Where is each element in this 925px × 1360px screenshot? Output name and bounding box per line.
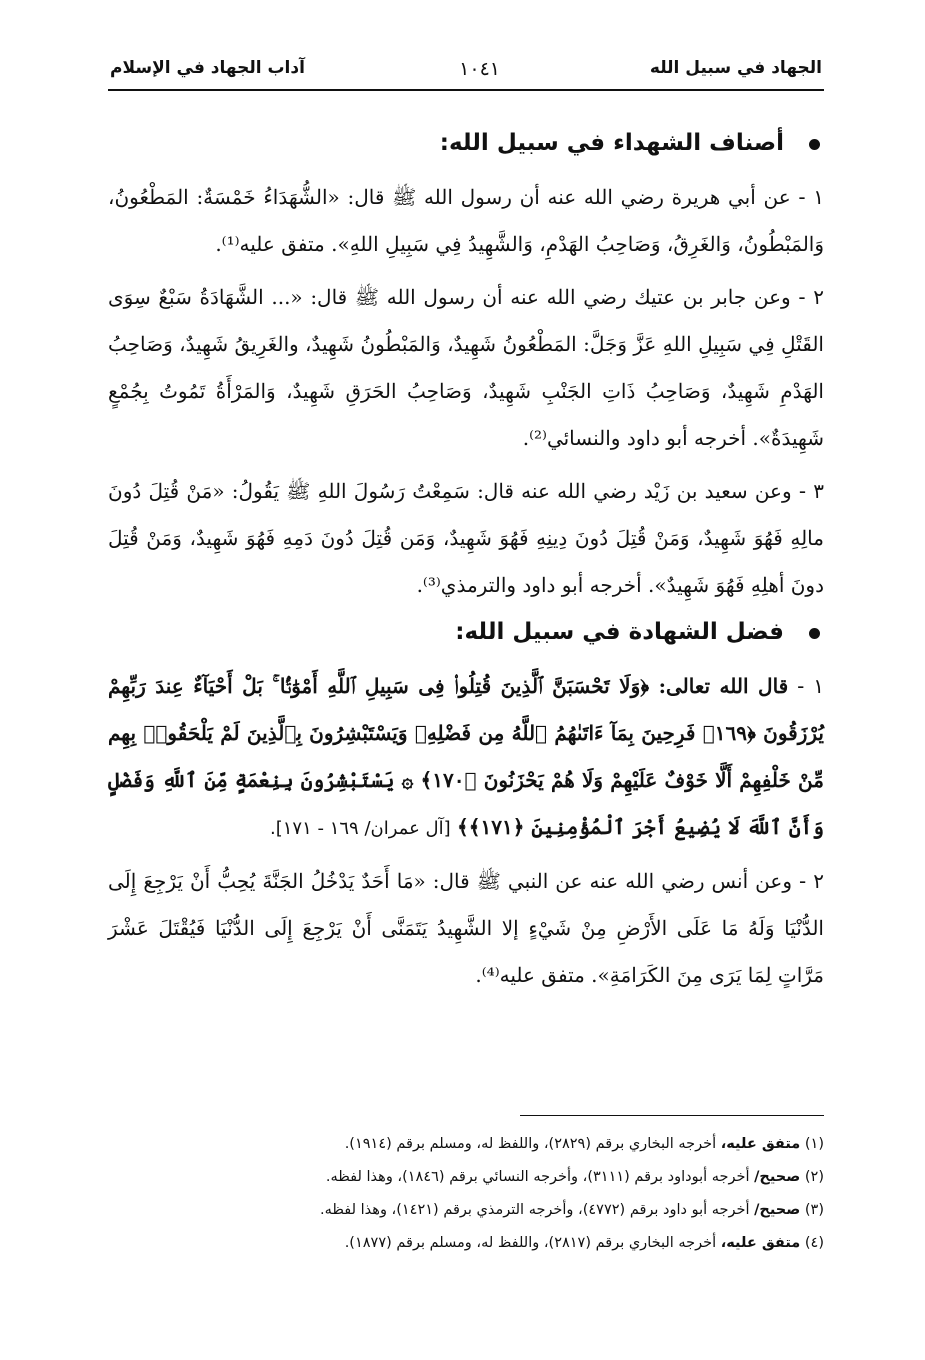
footnote-grade: متفق عليه، [720, 1235, 801, 1251]
footnote-number: (٢) [804, 1169, 824, 1185]
section-title: أصناف الشهداء في سبيل الله: [439, 130, 784, 156]
item-number: ١ - [797, 674, 825, 698]
item-number: ١ - [798, 185, 825, 209]
footnotes [108, 1128, 824, 1260]
hadith-item [108, 858, 824, 999]
footnote-separator [520, 1115, 824, 1116]
footnote [108, 1128, 824, 1161]
footnote-text: أخرجه البخاري برقم (٢٨١٧)، واللفظ له، ومسلم برقم (١٨٧٧). [344, 1235, 717, 1251]
footnote-text: أخرجه البخاري برقم (٢٨٢٩)، واللفظ له، ومسلم برقم (١٩١٤). [344, 1136, 717, 1152]
hadith-text: وعن سعيد بن زَيْد رضي الله عنه قال: سَمِعْتُ رَسُولَ اللهِ ﷺ يَقُولُ: «مَنْ قُتِلَ دُونَ مالِهِ فَهُوَ شَهِيدٌ، وَمَنْ قُتِلَ دُونَ دِينِهِ فَهُوَ شَهِيدٌ، وَمَن قُتِلَ دُونَ دَمِهِ فَهُوَ شَهِيدٌ، وَمَنْ قُتِلَ دونَ أهلِهِ فَهُوَ شَهِيدٌ». أخرجه أبو داود والترمذي⁽³⁾. [108, 479, 824, 597]
hadith-text: وعن أنس رضي الله عنه عن النبي ﷺ قال: «مَا أَحَدٌ يَدْخُلُ الجَنَّةَ يُحِبُّ أَنْ يَرْجِعَ إِلَى الدُّنْيَا وَلَهُ مَا عَلَى الأَرْضِ مِنْ شَيْءٍ إلا الشَّهِيدُ يَتَمَنَّى أَنْ يَرْجِعَ إِلَى الدُّنْيَا فَيُقْتَلَ عَشْرَ مَرَّاتٍ لِمَا يَرَى مِنَ الكَرَامَةِ». متفق عليه⁽⁴⁾. [108, 869, 824, 987]
bullet-icon [809, 139, 820, 150]
verse-reference: [آل عمران/ ١٦٩ - ١٧١]. [270, 818, 451, 839]
header-book-title: الجهاد في سبيل الله [649, 58, 822, 78]
hadith-item [108, 174, 824, 268]
hadith-text: عن أبي هريرة رضي الله عنه أن رسول الله ﷺ قال: «الشُّهَدَاءُ خَمْسَةٌ: المَطْعُونُ، وَالمَبْطُونُ، وَالغَرِقُ، وَصَاحِبُ الهَدْمِ، وَالشَّهِيدُ فِي سَبِيلِ اللهِ». متفق عليه⁽¹⁾. [108, 185, 824, 256]
section-title: فضل الشهادة في سبيل الله: [455, 619, 784, 645]
item-number: ٣ - [798, 479, 825, 503]
header-rule [108, 89, 824, 91]
footnote-number: (٤) [804, 1235, 824, 1251]
footnote [108, 1161, 824, 1194]
running-header [110, 58, 822, 90]
footnote-grade: صحيح/ [754, 1202, 801, 1218]
section-heading-types-of-martyrs [108, 126, 824, 160]
page-body [108, 120, 824, 1005]
footnote [108, 1194, 824, 1227]
header-chapter-title: آداب الجهاد في الإسلام [110, 58, 305, 78]
hadith-item [108, 468, 824, 609]
section-heading-virtue-of-martyrdom [108, 615, 824, 649]
footnote-grade: صحيح/ [754, 1169, 801, 1185]
quran-verse-text: قال الله تعالى: ﴿وَلَا تَحْسَبَنَّ ٱلَّذِينَ قُتِلُوا۟ فِى سَبِيلِ ٱللَّهِ أَمْوَٰتًۢا ۚ بَلْ أَحْيَآءٌ عِندَ رَبِّهِمْ يُرْزَقُونَ ﴿١٦٩﴾ فَرِحِينَ بِمَآ ءَاتَىٰهُمُ ٱللَّهُ مِن فَضْلِهِۦ وَيَسْتَبْشِرُونَ بِٱلَّذِينَ لَمْ يَلْحَقُوا۟ بِهِم مِّنْ خَلْفِهِمْ أَلَّا خَوْفٌ عَلَيْهِمْ وَلَا هُمْ يَحْزَنُونَ ﴿١٧٠﴾ ۞ يَسْتَبْشِرُونَ بِنِعْمَةٍ مِّنَ ٱللَّهِ وَفَضْلٍ وَأَنَّ ٱللَّهَ لَا يُضِيعُ أَجْرَ ٱلْمُؤْمِنِينَ ﴿١٧١﴾﴾ [108, 674, 824, 839]
item-number: ٢ - [799, 869, 824, 893]
footnote [108, 1227, 824, 1260]
bullet-icon [809, 628, 820, 639]
item-number: ٢ - [798, 285, 825, 309]
footnote-number: (٣) [804, 1202, 824, 1218]
hadith-item [108, 274, 824, 462]
footnote-text: أخرجه أبوداود برقم (٣١١١)، وأخرجه النسائي برقم (١٨٤٦)، وهذا لفظه. [325, 1169, 750, 1185]
hadith-text: وعن جابر بن عتيك رضي الله عنه أن رسول الله ﷺ قال: «... الشَّهَادَةُ سَبْعٌ سِوَى القَتْلِ فِي سَبِيلِ اللهِ عَزَّ وَجَلَّ: المَطْعُونُ شَهِيدٌ، وَالمَبْطُونُ شَهِيدٌ، والغَرِيقُ شَهِيدٌ، وَصَاحِبُ الهَدْمِ شَهِيدٌ، وَصَاحِبُ ذَاتِ الجَنْبِ شَهِيدٌ، وَصَاحِبُ الحَرَقِ شَهِيدٌ، وَالمَرْأَةُ تَمُوتُ بِجُمْعٍ شَهِيدَةٌ». أخرجه أبو داود والنسائي⁽²⁾. [108, 285, 824, 450]
footnote-grade: متفق عليه، [720, 1136, 801, 1152]
page-number: ١٠٤١ [459, 58, 500, 80]
footnote-text: أخرجه أبو داود برقم (٤٧٧٢)، وأخرجه الترمذي برقم (١٤٢١)، وهذا لفظه. [320, 1202, 750, 1218]
quran-item [108, 663, 824, 852]
footnote-number: (١) [804, 1136, 824, 1152]
